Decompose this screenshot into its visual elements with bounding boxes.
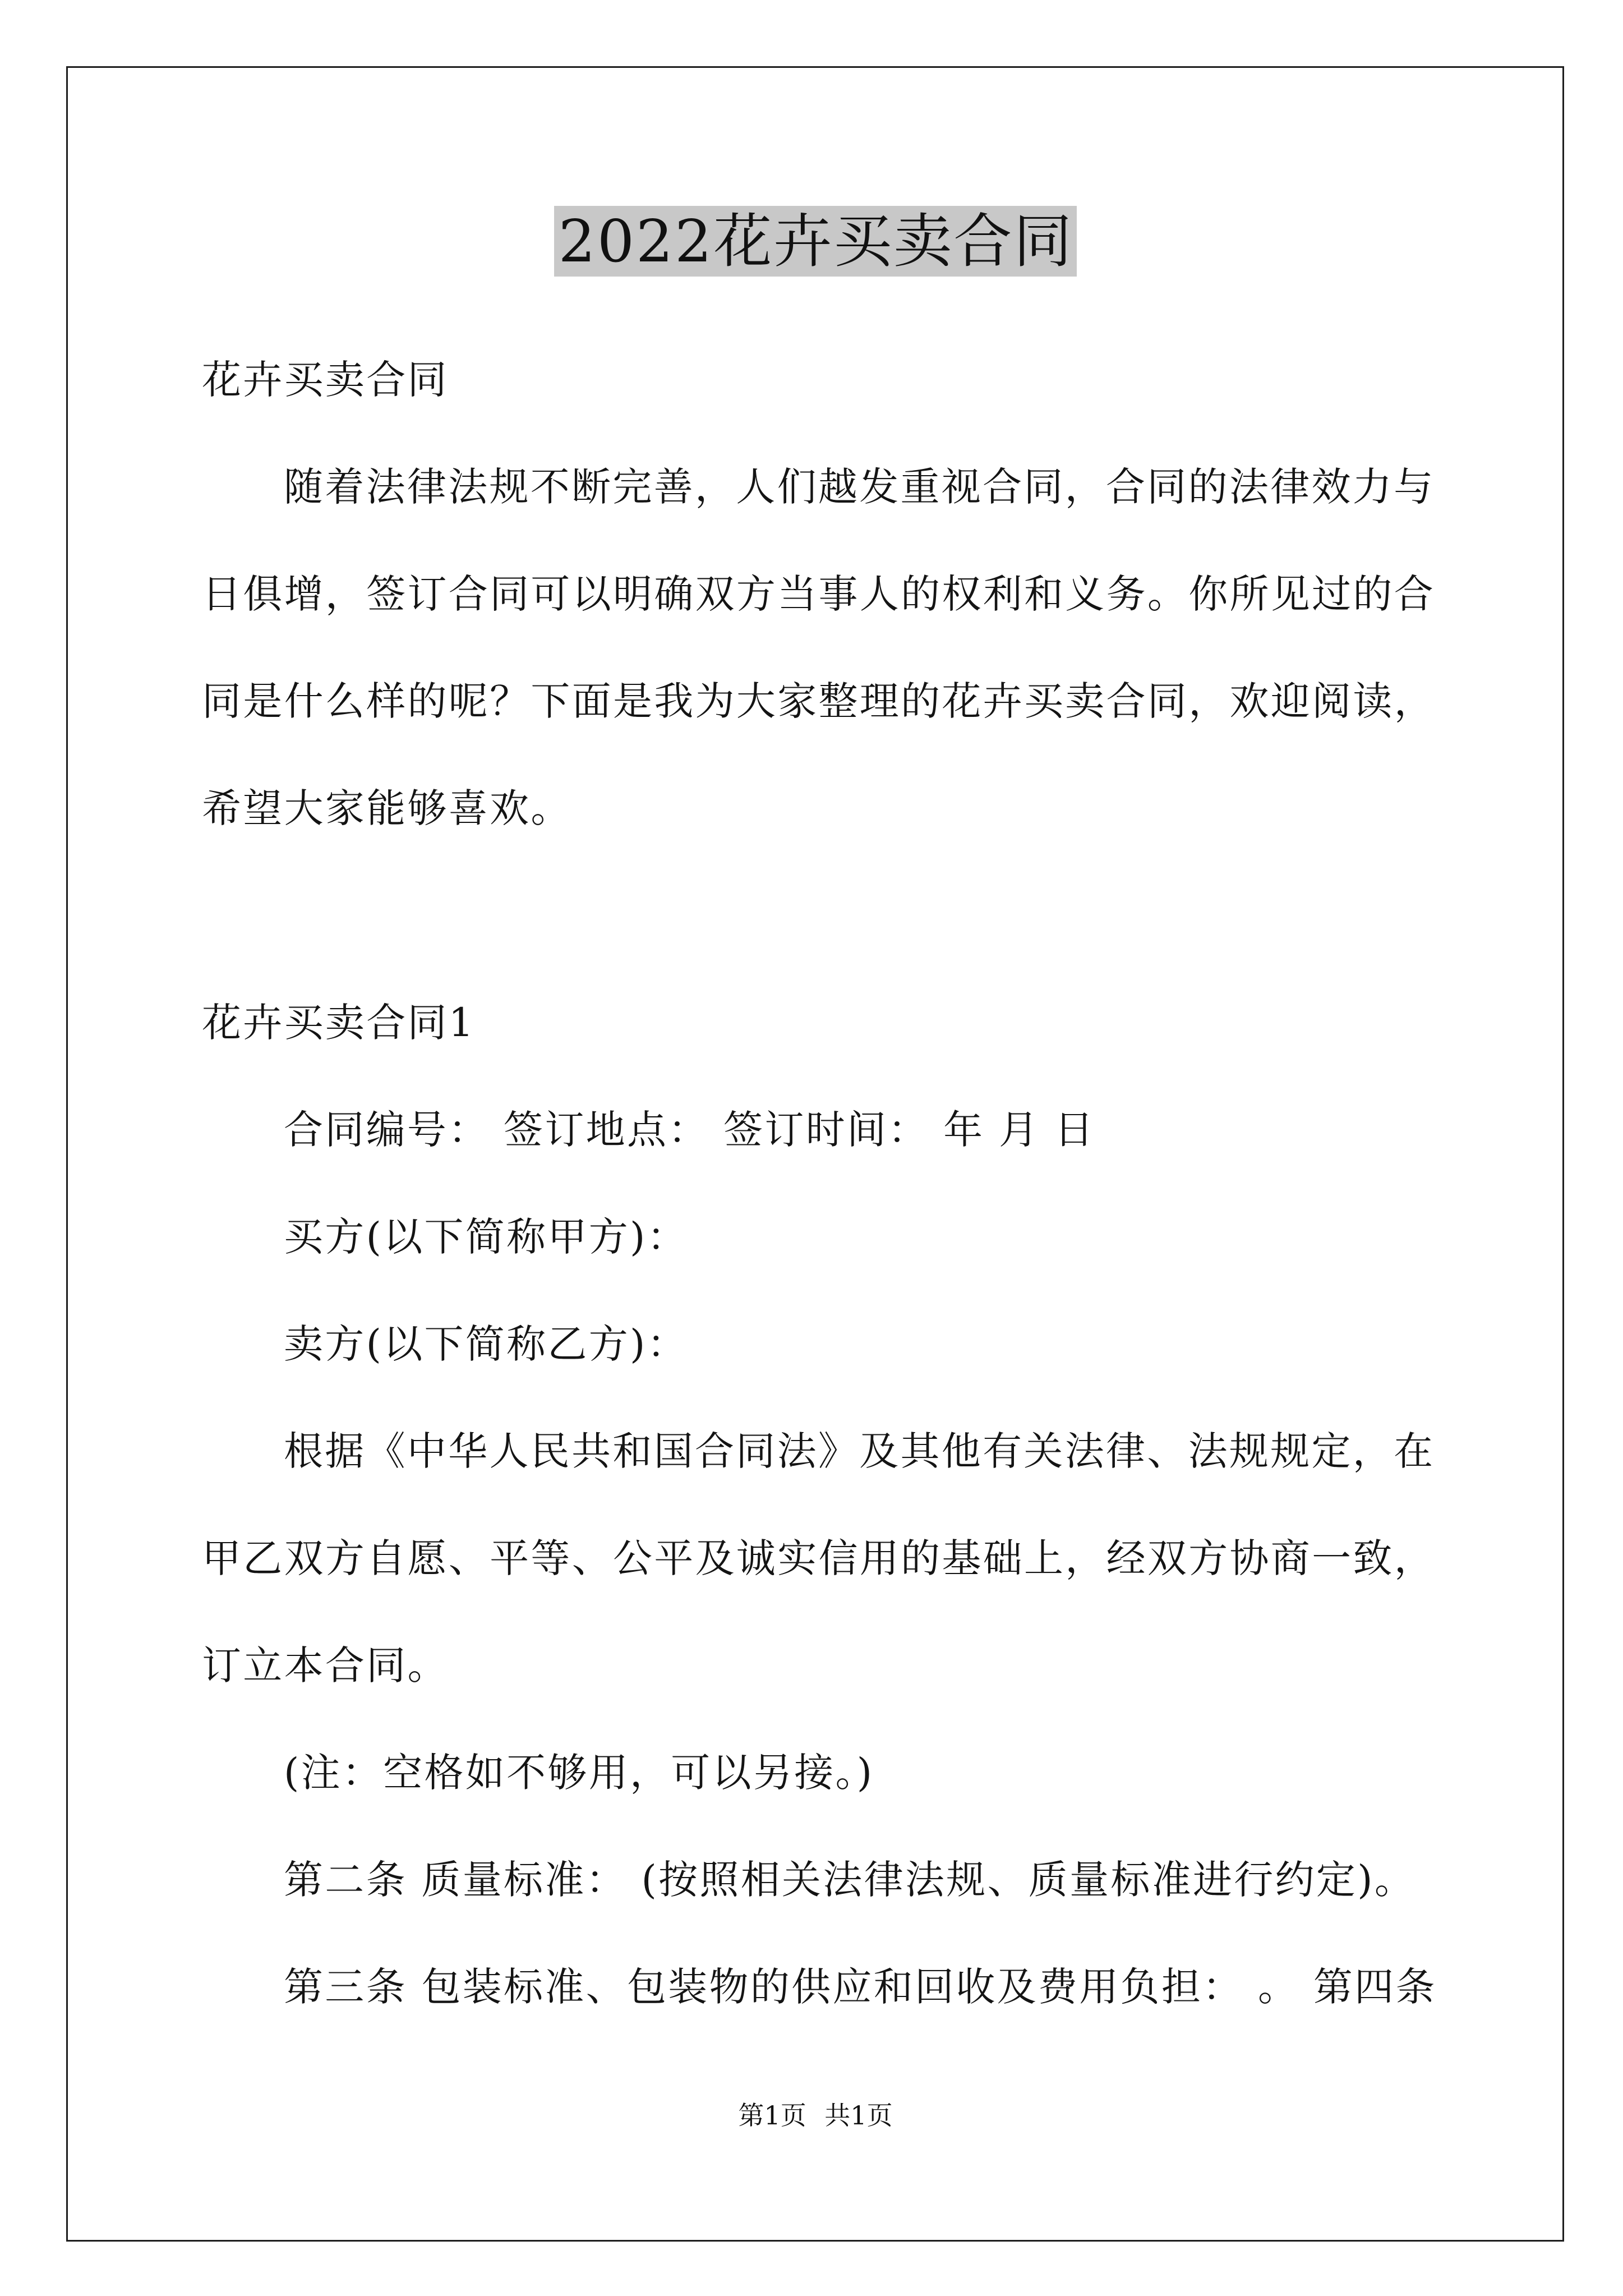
article-3-line: 第三条 包装标准、包装物的供应和回收及费用负担： 。 第四条	[284, 1964, 1437, 2010]
contract-info-line: 合同编号： 签订地点： 签订时间： 年 月 日	[284, 1107, 1096, 1153]
paragraph-line: 同是什么样的呢？下面是我为大家整理的花卉买卖合同，欢迎阅读，	[202, 678, 1435, 724]
buyer-line: 买方(以下简称甲方)：	[284, 1214, 688, 1260]
contract-heading: 花卉买卖合同1	[202, 1000, 476, 1046]
paragraph-line: 根据《中华人民共和国合同法》及其他有关法律、法规规定，在	[284, 1428, 1435, 1474]
intro-paragraph	[202, 434, 1436, 862]
note-line: (注：空格如不够用，可以另接。)	[284, 1750, 874, 1796]
title-row	[0, 206, 1623, 277]
document-body	[202, 326, 1436, 2041]
seller-line: 卖方(以下简称乙方)：	[284, 1321, 688, 1367]
document-title: 2022花卉买卖合同	[554, 206, 1077, 277]
paragraph-line: 希望大家能够喜欢。	[202, 785, 572, 831]
section-heading: 花卉买卖合同	[202, 357, 449, 403]
paragraph-line: 订立本合同。	[202, 1642, 449, 1688]
page-footer: 第1页 共1页	[738, 2100, 893, 2131]
article-2-line: 第二条 质量标准： (按照相关法律法规、质量标准进行约定)。	[284, 1857, 1416, 1903]
paragraph-line: 随着法律法规不断完善，人们越发重视合同，合同的法律效力与	[284, 464, 1435, 510]
preamble-paragraph	[202, 1398, 1436, 1719]
paragraph-line: 日俱增，签订合同可以明确双方当事人的权利和义务。你所见过的合	[202, 571, 1435, 617]
blank-line	[202, 862, 1436, 969]
paragraph-line: 甲乙双方自愿、平等、公平及诚实信用的基础上，经双方协商一致，	[202, 1535, 1435, 1581]
